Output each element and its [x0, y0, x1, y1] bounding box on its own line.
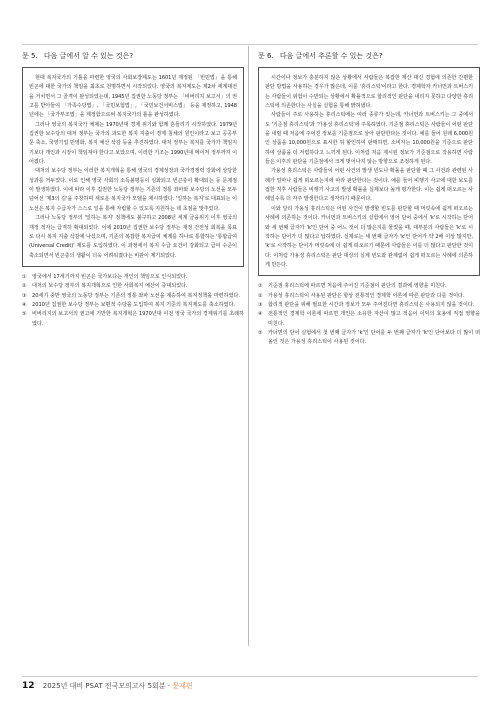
option-marker: ③: [258, 301, 263, 308]
answer-option-5[interactable]: [22, 310, 244, 329]
question-5: [22, 52, 244, 329]
passage-paragraph: 그러나 영국의 복지국가 체제는 1970년대 경제 위기와 함께 흔들리기 시작하였다. 1979년 집권한 보수당의 대처 정부는 국가의 과도한 복지 지출이 경제 침체의 원인이라고 보고 공공부문 축소, 국영기업 민영화, 복지 예산 삭감 등을 추진하였다. 대처 정부는 복지를 국가가 책임지기보다 개인과 시장이 책임져야 한다고 보았으며, 이러한 기조는 1990년대 메이저 정부까지 이어졌다.: [29, 121, 237, 166]
passage-box: [22, 67, 244, 267]
option-marker: ⑤: [258, 329, 263, 336]
option-marker: ①: [258, 283, 263, 290]
option-text: 전통적인 경제학 이론에 따르면 개인은 소유한 자산이 많고 적음이 이익의 효용에 직접 영향을 미친다.: [268, 311, 480, 327]
option-text: 2010년 집권한 보수당 정부는 보편적 수당을 도입하여 복지 기준의 복지제도를 축소하였다.: [32, 301, 235, 308]
page-footer: [22, 676, 478, 695]
passage-paragraph: 그러나 노동당 정부의 '일하는 복지' 정책에도 불구하고 2008년 세계 금융위기 이후 영국의 재정 적자는 급격히 확대되었다. 이에 2010년 집권한 보수당 정부는 재정 건전성 회복을 목표로 다시 복지 지출 삭감에 나섰으며, 기존의 복잡한 복지급여 체계를 하나로 통합하는 '통합급여(Universal Credit)' 제도를 도입하였다. 이 과정에서 복지 수급 요건이 강화되고 급여 수준이 축소되면서 빈곤층의 생활이 더욱 어려워졌다는 비판이 제기되었다.: [29, 215, 237, 259]
question-prompt: 다음 글에서 알 수 있는 것은?: [43, 52, 134, 60]
passage-box: [258, 67, 480, 276]
question-prompt: 다음 글에서 추론할 수 있는 것은?: [279, 52, 383, 60]
option-marker: ④: [22, 301, 27, 308]
page-number: 12: [22, 681, 35, 691]
answer-option-3[interactable]: [258, 301, 480, 310]
option-marker: ⑤: [22, 311, 27, 318]
passage-paragraph: 대처의 보수당 정부는 이러한 복지개혁을 통해 영국의 경제성장과 국가경쟁력 강화에 상당한 성과를 거두었다. 이로 인해 영국 사회의 소득불평등이 심화되고 빈곤층이 확대되는 등 문제점이 발생하였다. 이에 따라 이후 집권한 노동당 정부는 기존의 정통 좌파와 보수당의 노선을 모두 넘어선 '제3의 길'을 주창하며 새로운 복지국가 모델을 제시하였다. '일하는 복지'로 대표되는 이 노선은 복지 수급자가 스스로 일을 통해 자립할 수 있도록 지원하는 데 초점을 맞추었다.: [29, 168, 237, 212]
passage-paragraph: 이와 달리 가용성 휴리스틱은 어떤 사건이 발생할 빈도를 판단할 때 머릿속에 쉽게 떠오르는 사례에 의존하는 것이다. 카너먼과 트버스키의 실험에서 영어 단어 중에서 'k'로 시작하는 단어와 세 번째 글자가 'k'인 단어 중 어느 것이 더 많은지를 물었을 때, 대부분의 사람들은 'k'로 시작하는 단어가 더 많다고 답하였다. 실제로는 세 번째 글자가 'k'인 단어가 약 2배 이상 많지만, 'k'로 시작하는 단어가 머릿속에 더 쉽게 떠오르기 때문에 사람들은 이를 더 많다고 판단한 것이다. 이처럼 가용성 휴리스틱은 판단 대상의 실제 빈도와 관계없이 쉽게 떠오르는 사례에 의존하게 만든다.: [265, 205, 473, 268]
option-marker: ③: [22, 292, 27, 299]
answer-option-4[interactable]: [258, 310, 480, 329]
option-text: 20세기 중반 영국의 노동당 정부는 기존의 정통 좌파 노선을 계승하여 복지정책을 마련하였다.: [32, 292, 240, 299]
answer-option-3[interactable]: [22, 292, 244, 301]
question-number: 문 5.: [22, 52, 38, 60]
option-text: 영국에서 17세기까지 빈곤은 국가보다는 개인의 책임으로 인식되었다.: [32, 273, 188, 280]
option-text: 합리적 판단을 위해 필요한 시간과 정보가 모두 주어진다면 휴리스틱은 사용되지 않을 것이다.: [268, 301, 475, 308]
column-divider: [248, 46, 249, 646]
answer-option-2[interactable]: [258, 292, 480, 301]
answer-option-1[interactable]: [258, 282, 480, 291]
question-number: 문 6.: [258, 52, 274, 60]
option-marker: ②: [22, 283, 27, 290]
passage-paragraph: 시간이나 정보가 충분하지 않은 상황에서 사람들은 복잡한 계산 대신 경험에 의존한 간편한 판단 방법을 사용하는 경우가 많은데, 이를 '휴리스틱'이라고 한다. 경제학자 카너먼과 트버스키는 사람들이 위험이 수반되는 상황에서 확률적으로 합리적인 판단을 내리지 못하고 다양한 휴리스틱에 의존한다는 사실을 실험을 통해 밝혀냈다.: [265, 75, 473, 110]
question-5-header: [22, 52, 244, 61]
answer-options: [258, 282, 480, 347]
answer-option-2[interactable]: [22, 282, 244, 291]
option-marker: ①: [22, 273, 27, 280]
footer-title: 2025년 대비 PSAT 전국모의고사 5회분 ·: [42, 682, 171, 690]
answer-option-4[interactable]: [22, 301, 244, 310]
option-marker: ②: [258, 292, 263, 299]
option-text: 비버리지의 보고서의 권고에 기반한 복지개혁은 1970년대 이전 영국 국가의 경제위기를 초래하였다.: [32, 311, 244, 327]
passage-paragraph: 현대 복지국가의 기틀을 마련한 영국의 사회보장제도는 1601년 제정된 「빈민법」을 통해 빈곤에 대한 국가의 책임을 최초로 천명하면서 시작되었다. 영국의 복지제도는 제2차 세계대전을 거치면서 그 골격이 완성되었는데, 1945년 집권한 노동당 정부는 「비버리지 보고서」의 권고를 받아들여 「가족수당법」, 「국민보험법」, 「국민보건서비스법」 등을 제정하고, 1948년에는 「국가부조법」을 제정함으로써 복지국가의 틀을 완성하였다.: [29, 75, 237, 119]
answer-options: [22, 273, 244, 329]
answer-option-5[interactable]: [258, 329, 480, 348]
passage-paragraph: 가용성 휴리스틱은 사람들이 어떤 사건의 발생 빈도나 확률을 판단할 때 그 사건과 관련된 사례가 얼마나 쉽게 떠오르는지에 따라 판단한다는 것이다. 예를 들어 비행기 사고에 대한 보도를 접한 직후 사람들은 비행기 사고의 발생 확률을 실제보다 높게 평가한다. 이는 쉽게 떠오르는 사례일수록 더 자주 발생한다고 생각하기 때문이다.: [265, 168, 473, 203]
option-text: 가용성 휴리스틱이 사용된 판단은 항상 전통적인 경제학 이론에 따른 판단과 다를 것이다.: [268, 292, 465, 299]
option-text: 기준점 휴리스틱에 따르면 처음에 주어진 기준점이 판단의 결과에 영향을 미친다.: [268, 283, 447, 290]
top-divider: [22, 44, 478, 45]
option-text: 대처의 보수당 정부의 복지개혁으로 인한 사회복지 예산이 증대되었다.: [32, 283, 188, 290]
question-6: [258, 52, 480, 348]
footer-tag: 문제편: [172, 682, 193, 690]
option-text: 카너먼의 단어 실험에서 첫 번째 글자가 'k'인 단어를 두 번째 글자가 'k'인 단어보다 더 많이 떠올린 것은 가용성 휴리스틱이 사용된 것이다.: [268, 329, 480, 346]
question-6-header: [258, 52, 480, 61]
option-marker: ④: [258, 311, 263, 318]
answer-option-1[interactable]: [22, 273, 244, 282]
passage-paragraph: 사람들이 주로 사용하는 휴리스틱에는 여러 종류가 있는데, 카너먼과 트버스키는 그 중에서도 '기준점 휴리스틱'과 '가용성 휴리스틱'에 주목하였다. 기준점 휴리스틱은 사람들이 어떤 판단을 내릴 때 처음에 주어진 정보를 기준점으로 삼아 판단한다는 것이다. 예를 들어 원래 6,000원인 상품을 10,000원으로 표시한 뒤 할인하여 판매하면, 소비자는 10,000원을 기준으로 판단하여 상품을 더 저렴하다고 느끼게 된다. 이처럼 처음 제시된 정보가 기준점으로 작용하면 사람들은 이후의 판단을 기준점에서 크게 벗어나지 않는 방향으로 조정하게 된다.: [265, 112, 473, 166]
